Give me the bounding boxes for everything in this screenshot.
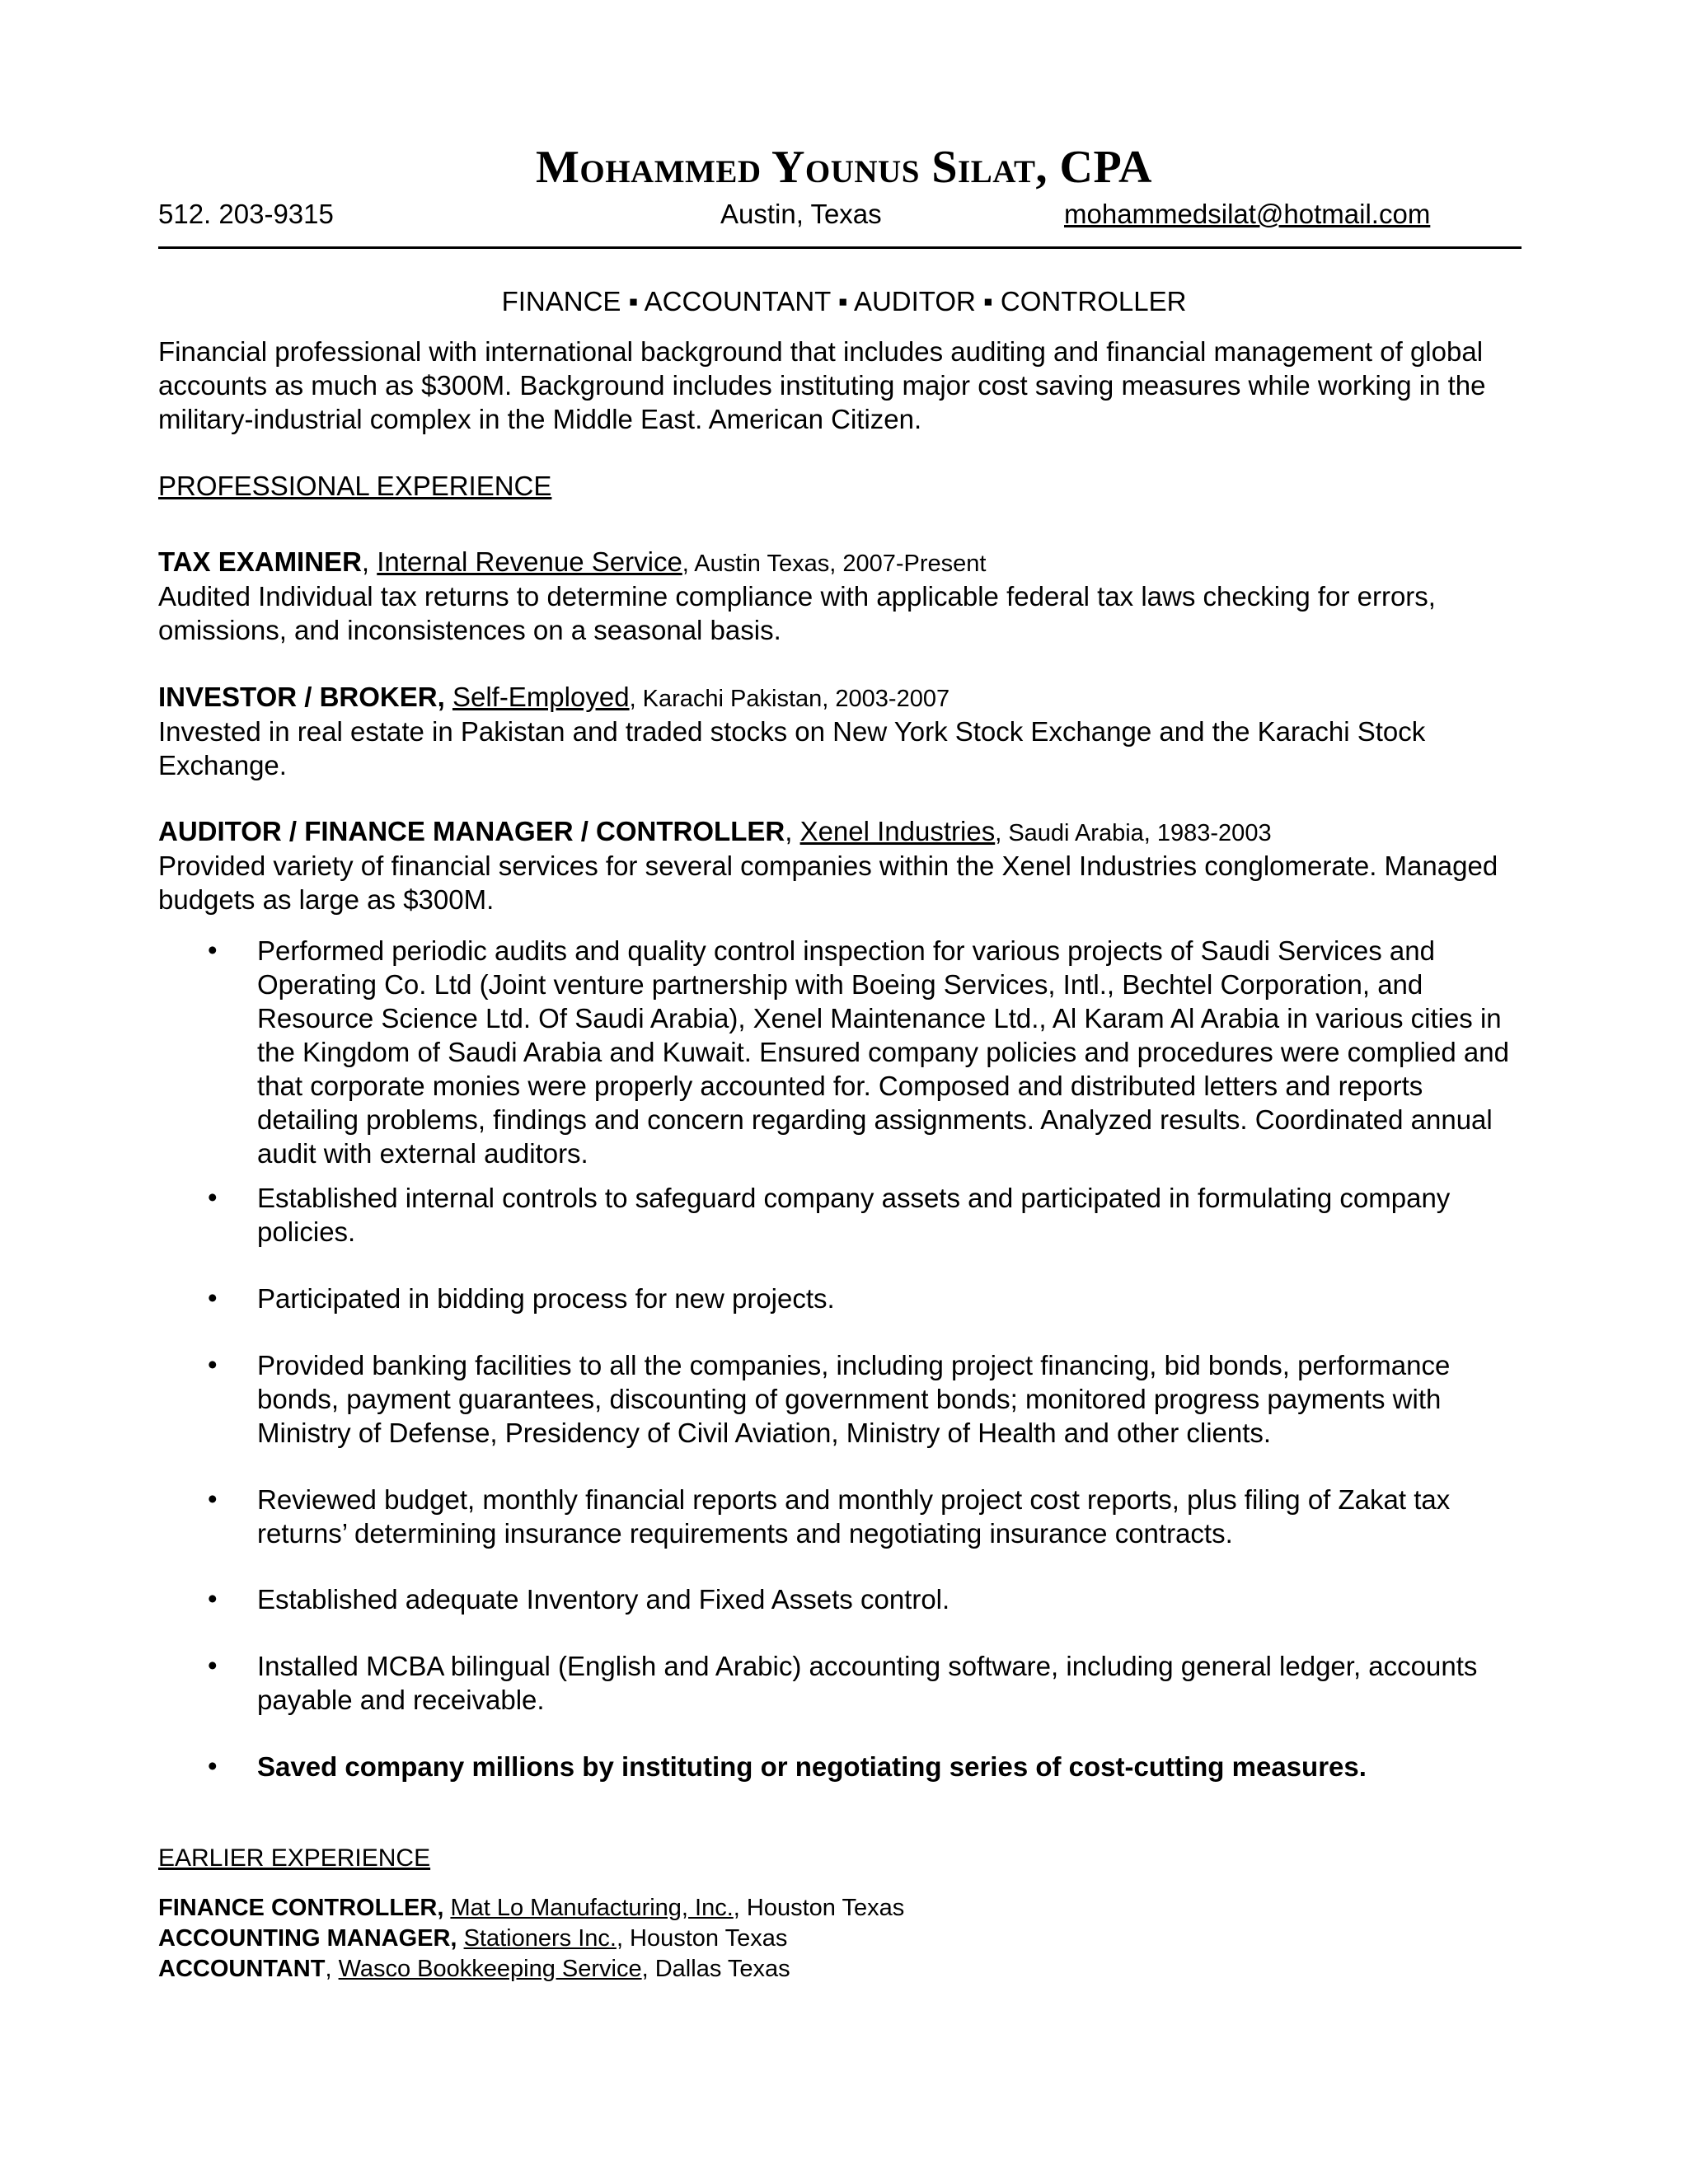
achievement-bullet: Provided banking facilities to all the companies, including project financing, bid bonds, performance bonds, payment guarantees, discounting of government bonds; monitored progress payments with Ministry of Defense, Presidency of Civil Aviation, Ministry of Health and other clients. bbox=[257, 1350, 1451, 1448]
bullet-marker: • bbox=[208, 1349, 218, 1380]
earlier-job-entry bbox=[158, 1893, 904, 1924]
location: Austin, Texas bbox=[720, 199, 882, 229]
job-title: ACCOUNTING MANAGER, bbox=[158, 1925, 457, 1952]
job-title: TAX EXAMINER bbox=[158, 546, 362, 577]
earlier-job-entry: ACCOUNTANT, Wasco Bookkeeping Service, Dallas Texas bbox=[158, 1956, 790, 1982]
achievement-bullet: Participated in bidding process for new projects. bbox=[257, 1283, 835, 1314]
achievement-bullet: Saved company millions by instituting or negotiating series of cost-cutting measures. bbox=[257, 1751, 1367, 1782]
achievement-bullet: Established internal controls to safeguard company assets and participated in formulating company policies. bbox=[257, 1183, 1451, 1247]
professional-experience-heading: PROFESSIONAL EXPERIENCE bbox=[158, 471, 552, 501]
job-description: Provided variety of financial services for several companies within the Xenel Industries conglomerate. Managed budgets as large as $300M. bbox=[158, 851, 1498, 915]
email-link[interactable]: mohammedsilat@hotmail.com bbox=[1064, 199, 1431, 229]
bullet-marker: • bbox=[208, 1483, 218, 1514]
professional-headline: FINANCE ▪ ACCOUNTANT ▪ AUDITOR ▪ CONTROLLER bbox=[501, 286, 1187, 316]
phone-number: 512. 203-9315 bbox=[158, 199, 334, 229]
achievement-bullet: Performed periodic audits and quality control inspection for various projects of Saudi Services and Operating Co. Ltd (Joint venture partnership with Boeing Services, Intl., Bechtel Corporation, and Resource Science Ltd. Of Saudi Arabia), Xenel Maintenance Ltd., Al Karam Al Arabia in various cities in the Kingdom of Saudi Arabia and Kuwait. Ensured company policies and procedures were complied and that corporate monies were properly accounted for. Composed and distributed letters and reports detailing problems, findings and concern regarding assignments. Analyzed results. Coordinated annual audit with external auditors. bbox=[257, 935, 1509, 1169]
job-location-dates: , Austin Texas, 2007-Present bbox=[682, 551, 987, 577]
job-header-investor-broker bbox=[158, 681, 950, 715]
bullet-marker: • bbox=[208, 1182, 218, 1212]
job-title: AUDITOR / FINANCE MANAGER / CONTROLLER bbox=[158, 816, 785, 846]
job-location: , Houston Texas bbox=[733, 1895, 905, 1921]
job-header-auditor-controller: AUDITOR / FINANCE MANAGER / CONTROLLER, Xenel Industries, Saudi Arabia, 1983-2003 bbox=[158, 816, 1272, 846]
earlier-job-entry bbox=[158, 1924, 787, 1954]
job-location: , Dallas Texas bbox=[641, 1956, 790, 1982]
job-description: Invested in real estate in Pakistan and traded stocks on New York Stock Exchange and the Karachi Stock Exchange. bbox=[158, 716, 1426, 780]
employer-link[interactable]: Internal Revenue Service bbox=[377, 546, 682, 577]
job-location-dates: , Karachi Pakistan, 2003-2007 bbox=[629, 686, 950, 712]
header-divider bbox=[158, 246, 1522, 249]
employer-link[interactable]: Wasco Bookkeeping Service bbox=[338, 1956, 642, 1982]
employer-link[interactable]: Stationers Inc. bbox=[463, 1925, 617, 1952]
job-header-tax-examiner: TAX EXAMINER, Internal Revenue Service, Austin Texas, 2007-Present bbox=[158, 546, 987, 577]
summary-paragraph: Financial professional with international background that includes auditing and financial management of global accounts as much as $300M. Background includes instituting major cost saving measures while working in the military-industrial complex in the Middle East. American Citizen. bbox=[158, 336, 1486, 434]
employer-link[interactable]: Mat Lo Manufacturing, Inc. bbox=[450, 1895, 734, 1921]
job-description: Audited Individual tax returns to determine compliance with applicable federal tax laws checking for errors, omissions, and inconsistences on a seasonal basis. bbox=[158, 581, 1436, 645]
bullet-marker: • bbox=[208, 935, 218, 965]
job-title: ACCOUNTANT bbox=[158, 1956, 326, 1982]
candidate-name: Mohammed Younus Silat, CPA bbox=[536, 142, 1152, 193]
job-title: INVESTOR / BROKER, bbox=[158, 682, 445, 712]
earlier-experience-heading: EARLIER EXPERIENCE bbox=[158, 1844, 431, 1872]
bullet-marker: • bbox=[208, 1282, 218, 1313]
bullet-marker: • bbox=[208, 1583, 218, 1614]
achievement-bullet: Installed MCBA bilingual (English and Arabic) accounting software, including general ledger, accounts payable and receivable. bbox=[257, 1651, 1478, 1715]
bullet-marker: • bbox=[208, 1750, 218, 1781]
job-title: FINANCE CONTROLLER, bbox=[158, 1895, 444, 1921]
job-location-dates: , Saudi Arabia, 1983-2003 bbox=[995, 820, 1272, 846]
achievement-bullet: Reviewed budget, monthly financial reports and monthly project cost reports, plus filing of Zakat tax returns’ determining insurance requirements and negotiating insurance contracts. bbox=[257, 1484, 1451, 1549]
bullet-marker: • bbox=[208, 1650, 218, 1680]
employer-link[interactable]: Self-Employed bbox=[452, 682, 630, 712]
job-location: , Houston Texas bbox=[616, 1925, 788, 1952]
achievement-bullet: Established adequate Inventory and Fixed Assets control. bbox=[257, 1584, 950, 1615]
employer-link[interactable]: Xenel Industries bbox=[799, 816, 996, 846]
